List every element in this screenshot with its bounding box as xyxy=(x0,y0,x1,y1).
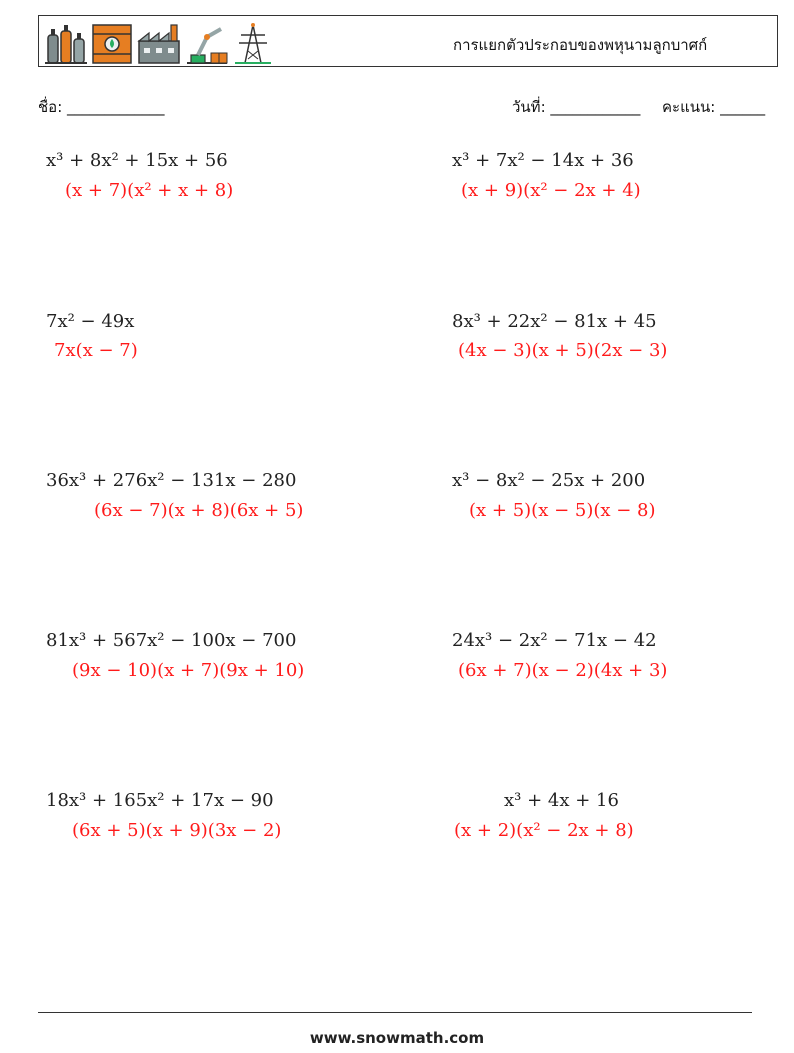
answer-10: (x + 2)(x² − 2x + 8) xyxy=(454,820,634,841)
score-field-label: คะแนน: ______ xyxy=(662,98,766,116)
problem-3: 7x² − 49x xyxy=(46,311,135,332)
footer-divider xyxy=(38,1012,752,1013)
footer-url[interactable]: www.snowmath.com xyxy=(309,1029,485,1047)
header-icons xyxy=(45,19,273,65)
problem-8: 24x³ − 2x² − 71x − 42 xyxy=(452,630,657,651)
gas-cylinders-icon xyxy=(45,21,87,65)
answer-4: (4x − 3)(x + 5)(2x − 3) xyxy=(458,340,668,361)
problem-5: 36x³ + 276x² − 131x − 280 xyxy=(46,470,297,491)
date-field-label: วันที่: ____________ xyxy=(512,98,641,116)
answer-6: (x + 5)(x − 5)(x − 8) xyxy=(469,500,656,521)
answer-8: (6x + 7)(x − 2)(4x + 3) xyxy=(458,660,668,681)
robot-arm-icon xyxy=(185,21,229,65)
name-field-label: ชื่อ: _____________ xyxy=(38,98,165,116)
answer-9: (6x + 5)(x + 9)(3x − 2) xyxy=(72,820,282,841)
problem-10: x³ + 4x + 16 xyxy=(504,790,619,811)
factory-icon xyxy=(137,21,181,65)
answer-3: 7x(x − 7) xyxy=(54,340,138,361)
answer-5: (6x − 7)(x + 8)(6x + 5) xyxy=(94,500,304,521)
worksheet-title: การแยกตัวประกอบของพหุนามลูกบาศก์ xyxy=(453,36,708,54)
worksheet-header xyxy=(38,15,778,67)
problem-1: x³ + 8x² + 15x + 56 xyxy=(46,150,228,171)
problem-9: 18x³ + 165x² + 17x − 90 xyxy=(46,790,274,811)
answer-2: (x + 9)(x² − 2x + 4) xyxy=(461,180,641,201)
oil-barrel-icon xyxy=(91,21,133,65)
answer-1: (x + 7)(x² + x + 8) xyxy=(65,180,234,201)
power-tower-icon xyxy=(233,21,273,65)
problem-4: 8x³ + 22x² − 81x + 45 xyxy=(452,311,657,332)
problem-7: 81x³ + 567x² − 100x − 700 xyxy=(46,630,297,651)
problem-6: x³ − 8x² − 25x + 200 xyxy=(452,470,646,491)
problem-2: x³ + 7x² − 14x + 36 xyxy=(452,150,634,171)
answer-7: (9x − 10)(x + 7)(9x + 10) xyxy=(72,660,305,681)
